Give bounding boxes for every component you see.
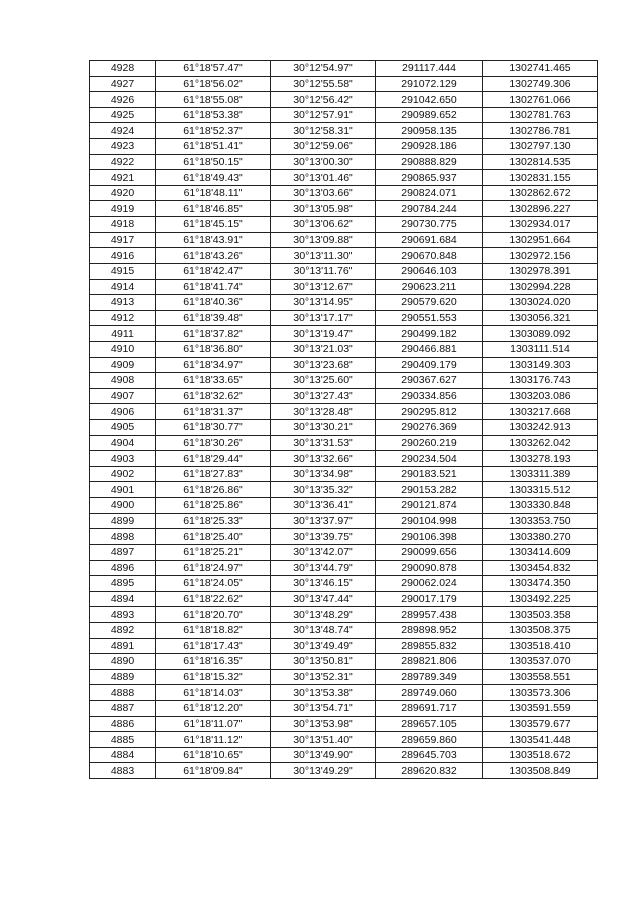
latitude-cell: 61°18'41.74"	[156, 279, 271, 295]
x-coordinate-cell: 290466.881	[376, 341, 483, 357]
y-coordinate-cell: 1303262.042	[483, 435, 598, 451]
y-coordinate-cell: 1303508.849	[483, 763, 598, 779]
x-coordinate-cell: 290334.856	[376, 388, 483, 404]
y-coordinate-cell: 1303380.270	[483, 529, 598, 545]
table-row	[90, 716, 598, 732]
table-row	[90, 92, 598, 108]
y-coordinate-cell: 1302862.672	[483, 185, 598, 201]
latitude-cell: 61°18'30.26"	[156, 435, 271, 451]
y-coordinate-cell: 1303591.559	[483, 700, 598, 716]
longitude-cell: 30°13'32.66"	[271, 451, 376, 467]
y-coordinate-cell: 1302786.781	[483, 123, 598, 139]
y-coordinate-cell: 1302951.664	[483, 232, 598, 248]
longitude-cell: 30°13'23.68"	[271, 357, 376, 373]
longitude-cell: 30°13'17.17"	[271, 310, 376, 326]
point-number-cell: 4910	[90, 341, 156, 357]
y-coordinate-cell: 1302749.306	[483, 76, 598, 92]
table-row	[90, 76, 598, 92]
point-number-cell: 4919	[90, 201, 156, 217]
longitude-cell: 30°13'49.29"	[271, 763, 376, 779]
latitude-cell: 61°18'52.37"	[156, 123, 271, 139]
latitude-cell: 61°18'37.82"	[156, 326, 271, 342]
latitude-cell: 61°18'25.33"	[156, 513, 271, 529]
longitude-cell: 30°13'21.03"	[271, 341, 376, 357]
point-number-cell: 4894	[90, 591, 156, 607]
table-row	[90, 747, 598, 763]
point-number-cell: 4912	[90, 310, 156, 326]
longitude-cell: 30°13'14.95"	[271, 295, 376, 311]
latitude-cell: 61°18'36.80"	[156, 341, 271, 357]
latitude-cell: 61°18'50.15"	[156, 154, 271, 170]
point-number-cell: 4885	[90, 732, 156, 748]
latitude-cell: 61°18'12.20"	[156, 700, 271, 716]
x-coordinate-cell: 289749.060	[376, 685, 483, 701]
y-coordinate-cell: 1302896.227	[483, 201, 598, 217]
longitude-cell: 30°13'47.44"	[271, 591, 376, 607]
y-coordinate-cell: 1303579.677	[483, 716, 598, 732]
latitude-cell: 61°18'16.35"	[156, 654, 271, 670]
point-number-cell: 4916	[90, 248, 156, 264]
point-number-cell: 4901	[90, 482, 156, 498]
latitude-cell: 61°18'33.65"	[156, 373, 271, 389]
longitude-cell: 30°12'55.58"	[271, 76, 376, 92]
table-row	[90, 513, 598, 529]
longitude-cell: 30°13'48.74"	[271, 622, 376, 638]
y-coordinate-cell: 1302814.535	[483, 154, 598, 170]
table-row	[90, 576, 598, 592]
table-row	[90, 139, 598, 155]
latitude-cell: 61°18'09.84"	[156, 763, 271, 779]
point-number-cell: 4926	[90, 92, 156, 108]
point-number-cell: 4893	[90, 607, 156, 623]
table-row	[90, 451, 598, 467]
y-coordinate-cell: 1303176.743	[483, 373, 598, 389]
x-coordinate-cell: 289898.952	[376, 622, 483, 638]
point-number-cell: 4914	[90, 279, 156, 295]
table-row	[90, 170, 598, 186]
latitude-cell: 61°18'31.37"	[156, 404, 271, 420]
latitude-cell: 61°18'25.21"	[156, 544, 271, 560]
point-number-cell: 4899	[90, 513, 156, 529]
x-coordinate-cell: 290551.553	[376, 310, 483, 326]
table-row	[90, 482, 598, 498]
table-row	[90, 685, 598, 701]
longitude-cell: 30°13'53.98"	[271, 716, 376, 732]
point-number-cell: 4928	[90, 61, 156, 77]
x-coordinate-cell: 291072.129	[376, 76, 483, 92]
x-coordinate-cell: 290260.219	[376, 435, 483, 451]
longitude-cell: 30°13'39.75"	[271, 529, 376, 545]
latitude-cell: 61°18'43.26"	[156, 248, 271, 264]
x-coordinate-cell: 290295.812	[376, 404, 483, 420]
longitude-cell: 30°13'36.41"	[271, 498, 376, 514]
point-number-cell: 4887	[90, 700, 156, 716]
point-number-cell: 4909	[90, 357, 156, 373]
x-coordinate-cell: 290670.848	[376, 248, 483, 264]
latitude-cell: 61°18'18.82"	[156, 622, 271, 638]
y-coordinate-cell: 1303056.321	[483, 310, 598, 326]
latitude-cell: 61°18'11.12"	[156, 732, 271, 748]
longitude-cell: 30°13'51.40"	[271, 732, 376, 748]
longitude-cell: 30°13'34.98"	[271, 466, 376, 482]
point-number-cell: 4925	[90, 107, 156, 123]
longitude-cell: 30°13'11.30"	[271, 248, 376, 264]
longitude-cell: 30°13'35.32"	[271, 482, 376, 498]
point-number-cell: 4918	[90, 217, 156, 233]
table-row	[90, 529, 598, 545]
latitude-cell: 61°18'15.32"	[156, 669, 271, 685]
latitude-cell: 61°18'46.85"	[156, 201, 271, 217]
longitude-cell: 30°13'44.79"	[271, 560, 376, 576]
x-coordinate-cell: 290824.071	[376, 185, 483, 201]
table-row	[90, 279, 598, 295]
point-number-cell: 4907	[90, 388, 156, 404]
point-number-cell: 4906	[90, 404, 156, 420]
table-row	[90, 341, 598, 357]
y-coordinate-cell: 1302994.228	[483, 279, 598, 295]
latitude-cell: 61°18'26.86"	[156, 482, 271, 498]
y-coordinate-cell: 1303203.086	[483, 388, 598, 404]
y-coordinate-cell: 1303503.358	[483, 607, 598, 623]
longitude-cell: 30°13'28.48"	[271, 404, 376, 420]
x-coordinate-cell: 289957.438	[376, 607, 483, 623]
y-coordinate-cell: 1303242.913	[483, 420, 598, 436]
longitude-cell: 30°13'49.90"	[271, 747, 376, 763]
point-number-cell: 4897	[90, 544, 156, 560]
coordinates-table-body	[90, 61, 598, 779]
longitude-cell: 30°13'54.71"	[271, 700, 376, 716]
latitude-cell: 61°18'27.83"	[156, 466, 271, 482]
table-row	[90, 669, 598, 685]
longitude-cell: 30°13'27.43"	[271, 388, 376, 404]
x-coordinate-cell: 290579.620	[376, 295, 483, 311]
y-coordinate-cell: 1303541.448	[483, 732, 598, 748]
point-number-cell: 4900	[90, 498, 156, 514]
table-row	[90, 654, 598, 670]
latitude-cell: 61°18'30.77"	[156, 420, 271, 436]
y-coordinate-cell: 1303573.306	[483, 685, 598, 701]
y-coordinate-cell: 1303492.225	[483, 591, 598, 607]
point-number-cell: 4888	[90, 685, 156, 701]
longitude-cell: 30°13'12.67"	[271, 279, 376, 295]
point-number-cell: 4898	[90, 529, 156, 545]
latitude-cell: 61°18'20.70"	[156, 607, 271, 623]
longitude-cell: 30°13'00.30"	[271, 154, 376, 170]
latitude-cell: 61°18'43.91"	[156, 232, 271, 248]
point-number-cell: 4895	[90, 576, 156, 592]
longitude-cell: 30°13'42.07"	[271, 544, 376, 560]
longitude-cell: 30°13'52.31"	[271, 669, 376, 685]
latitude-cell: 61°18'42.47"	[156, 263, 271, 279]
x-coordinate-cell: 290090.878	[376, 560, 483, 576]
table-row	[90, 107, 598, 123]
y-coordinate-cell: 1302831.155	[483, 170, 598, 186]
table-row	[90, 61, 598, 77]
point-number-cell: 4889	[90, 669, 156, 685]
longitude-cell: 30°13'53.38"	[271, 685, 376, 701]
x-coordinate-cell: 290646.103	[376, 263, 483, 279]
x-coordinate-cell: 290121.874	[376, 498, 483, 514]
y-coordinate-cell: 1303454.832	[483, 560, 598, 576]
table-row	[90, 217, 598, 233]
table-row	[90, 420, 598, 436]
point-number-cell: 4924	[90, 123, 156, 139]
table-row	[90, 732, 598, 748]
x-coordinate-cell: 290367.627	[376, 373, 483, 389]
x-coordinate-cell: 290409.179	[376, 357, 483, 373]
table-row	[90, 154, 598, 170]
point-number-cell: 4891	[90, 638, 156, 654]
longitude-cell: 30°13'01.46"	[271, 170, 376, 186]
longitude-cell: 30°13'19.47"	[271, 326, 376, 342]
latitude-cell: 61°18'24.05"	[156, 576, 271, 592]
table-row	[90, 607, 598, 623]
table-row	[90, 560, 598, 576]
table-row	[90, 622, 598, 638]
table-row	[90, 498, 598, 514]
longitude-cell: 30°13'03.66"	[271, 185, 376, 201]
latitude-cell: 61°18'29.44"	[156, 451, 271, 467]
y-coordinate-cell: 1303278.193	[483, 451, 598, 467]
point-number-cell: 4921	[90, 170, 156, 186]
table-row	[90, 388, 598, 404]
point-number-cell: 4902	[90, 466, 156, 482]
longitude-cell: 30°12'58.31"	[271, 123, 376, 139]
table-row	[90, 357, 598, 373]
x-coordinate-cell: 290865.937	[376, 170, 483, 186]
table-row	[90, 700, 598, 716]
y-coordinate-cell: 1303537.070	[483, 654, 598, 670]
table-row	[90, 123, 598, 139]
point-number-cell: 4886	[90, 716, 156, 732]
x-coordinate-cell: 290062.024	[376, 576, 483, 592]
latitude-cell: 61°18'53.38"	[156, 107, 271, 123]
table-row	[90, 763, 598, 779]
x-coordinate-cell: 290106.398	[376, 529, 483, 545]
table-row	[90, 638, 598, 654]
table-row	[90, 310, 598, 326]
latitude-cell: 61°18'17.43"	[156, 638, 271, 654]
latitude-cell: 61°18'56.02"	[156, 76, 271, 92]
x-coordinate-cell: 289657.105	[376, 716, 483, 732]
table-row	[90, 373, 598, 389]
table-row	[90, 232, 598, 248]
latitude-cell: 61°18'51.41"	[156, 139, 271, 155]
x-coordinate-cell: 289789.349	[376, 669, 483, 685]
longitude-cell: 30°12'54.97"	[271, 61, 376, 77]
table-row	[90, 326, 598, 342]
y-coordinate-cell: 1302761.066	[483, 92, 598, 108]
y-coordinate-cell: 1303024.020	[483, 295, 598, 311]
point-number-cell: 4920	[90, 185, 156, 201]
x-coordinate-cell: 290276.369	[376, 420, 483, 436]
table-row	[90, 591, 598, 607]
longitude-cell: 30°13'48.29"	[271, 607, 376, 623]
x-coordinate-cell: 290017.179	[376, 591, 483, 607]
x-coordinate-cell: 290099.656	[376, 544, 483, 560]
y-coordinate-cell: 1303149.303	[483, 357, 598, 373]
latitude-cell: 61°18'24.97"	[156, 560, 271, 576]
x-coordinate-cell: 290784.244	[376, 201, 483, 217]
longitude-cell: 30°13'30.21"	[271, 420, 376, 436]
longitude-cell: 30°12'59.06"	[271, 139, 376, 155]
y-coordinate-cell: 1303089.092	[483, 326, 598, 342]
latitude-cell: 61°18'11.07"	[156, 716, 271, 732]
latitude-cell: 61°18'34.97"	[156, 357, 271, 373]
longitude-cell: 30°12'57.91"	[271, 107, 376, 123]
point-number-cell: 4911	[90, 326, 156, 342]
latitude-cell: 61°18'25.86"	[156, 498, 271, 514]
table-row	[90, 544, 598, 560]
x-coordinate-cell: 289855.832	[376, 638, 483, 654]
y-coordinate-cell: 1303311.389	[483, 466, 598, 482]
y-coordinate-cell: 1302934.017	[483, 217, 598, 233]
y-coordinate-cell: 1303518.410	[483, 638, 598, 654]
x-coordinate-cell: 291117.444	[376, 61, 483, 77]
table-row	[90, 263, 598, 279]
point-number-cell: 4913	[90, 295, 156, 311]
latitude-cell: 61°18'45.15"	[156, 217, 271, 233]
longitude-cell: 30°13'09.88"	[271, 232, 376, 248]
latitude-cell: 61°18'49.43"	[156, 170, 271, 186]
table-row	[90, 295, 598, 311]
longitude-cell: 30°13'37.97"	[271, 513, 376, 529]
y-coordinate-cell: 1303558.551	[483, 669, 598, 685]
point-number-cell: 4890	[90, 654, 156, 670]
y-coordinate-cell: 1303474.350	[483, 576, 598, 592]
x-coordinate-cell: 289821.806	[376, 654, 483, 670]
table-row	[90, 248, 598, 264]
table-row	[90, 466, 598, 482]
longitude-cell: 30°13'50.81"	[271, 654, 376, 670]
x-coordinate-cell: 289691.717	[376, 700, 483, 716]
y-coordinate-cell: 1303330.848	[483, 498, 598, 514]
point-number-cell: 4908	[90, 373, 156, 389]
latitude-cell: 61°18'48.11"	[156, 185, 271, 201]
point-number-cell: 4922	[90, 154, 156, 170]
x-coordinate-cell: 289659.860	[376, 732, 483, 748]
latitude-cell: 61°18'14.03"	[156, 685, 271, 701]
y-coordinate-cell: 1302972.156	[483, 248, 598, 264]
latitude-cell: 61°18'40.36"	[156, 295, 271, 311]
y-coordinate-cell: 1303315.512	[483, 482, 598, 498]
x-coordinate-cell: 290730.775	[376, 217, 483, 233]
y-coordinate-cell: 1303353.750	[483, 513, 598, 529]
x-coordinate-cell: 290153.282	[376, 482, 483, 498]
longitude-cell: 30°12'56.42"	[271, 92, 376, 108]
table-row	[90, 185, 598, 201]
x-coordinate-cell: 290989.652	[376, 107, 483, 123]
coordinates-table	[89, 60, 598, 779]
x-coordinate-cell: 290499.182	[376, 326, 483, 342]
longitude-cell: 30°13'31.53"	[271, 435, 376, 451]
point-number-cell: 4903	[90, 451, 156, 467]
latitude-cell: 61°18'25.40"	[156, 529, 271, 545]
y-coordinate-cell: 1302797.130	[483, 139, 598, 155]
point-number-cell: 4904	[90, 435, 156, 451]
y-coordinate-cell: 1303111.514	[483, 341, 598, 357]
y-coordinate-cell: 1303508.375	[483, 622, 598, 638]
x-coordinate-cell: 290623.211	[376, 279, 483, 295]
y-coordinate-cell: 1302978.391	[483, 263, 598, 279]
latitude-cell: 61°18'32.62"	[156, 388, 271, 404]
latitude-cell: 61°18'10.65"	[156, 747, 271, 763]
latitude-cell: 61°18'39.48"	[156, 310, 271, 326]
point-number-cell: 4892	[90, 622, 156, 638]
point-number-cell: 4905	[90, 420, 156, 436]
x-coordinate-cell: 289620.832	[376, 763, 483, 779]
longitude-cell: 30°13'06.62"	[271, 217, 376, 233]
point-number-cell: 4884	[90, 747, 156, 763]
x-coordinate-cell: 290958.135	[376, 123, 483, 139]
longitude-cell: 30°13'46.15"	[271, 576, 376, 592]
x-coordinate-cell: 290888.829	[376, 154, 483, 170]
table-row	[90, 201, 598, 217]
x-coordinate-cell: 289645.703	[376, 747, 483, 763]
y-coordinate-cell: 1303518.672	[483, 747, 598, 763]
point-number-cell: 4927	[90, 76, 156, 92]
longitude-cell: 30°13'49.49"	[271, 638, 376, 654]
y-coordinate-cell: 1302741.465	[483, 61, 598, 77]
x-coordinate-cell: 290234.504	[376, 451, 483, 467]
longitude-cell: 30°13'25.60"	[271, 373, 376, 389]
table-row	[90, 435, 598, 451]
latitude-cell: 61°18'22.62"	[156, 591, 271, 607]
latitude-cell: 61°18'57.47"	[156, 61, 271, 77]
y-coordinate-cell: 1302781.763	[483, 107, 598, 123]
longitude-cell: 30°13'11.76"	[271, 263, 376, 279]
y-coordinate-cell: 1303414.609	[483, 544, 598, 560]
table-row	[90, 404, 598, 420]
y-coordinate-cell: 1303217.668	[483, 404, 598, 420]
point-number-cell: 4896	[90, 560, 156, 576]
x-coordinate-cell: 290928.186	[376, 139, 483, 155]
point-number-cell: 4915	[90, 263, 156, 279]
point-number-cell: 4883	[90, 763, 156, 779]
x-coordinate-cell: 291042.650	[376, 92, 483, 108]
point-number-cell: 4917	[90, 232, 156, 248]
x-coordinate-cell: 290183.521	[376, 466, 483, 482]
x-coordinate-cell: 290104.998	[376, 513, 483, 529]
longitude-cell: 30°13'05.98"	[271, 201, 376, 217]
latitude-cell: 61°18'55.08"	[156, 92, 271, 108]
point-number-cell: 4923	[90, 139, 156, 155]
x-coordinate-cell: 290691.684	[376, 232, 483, 248]
